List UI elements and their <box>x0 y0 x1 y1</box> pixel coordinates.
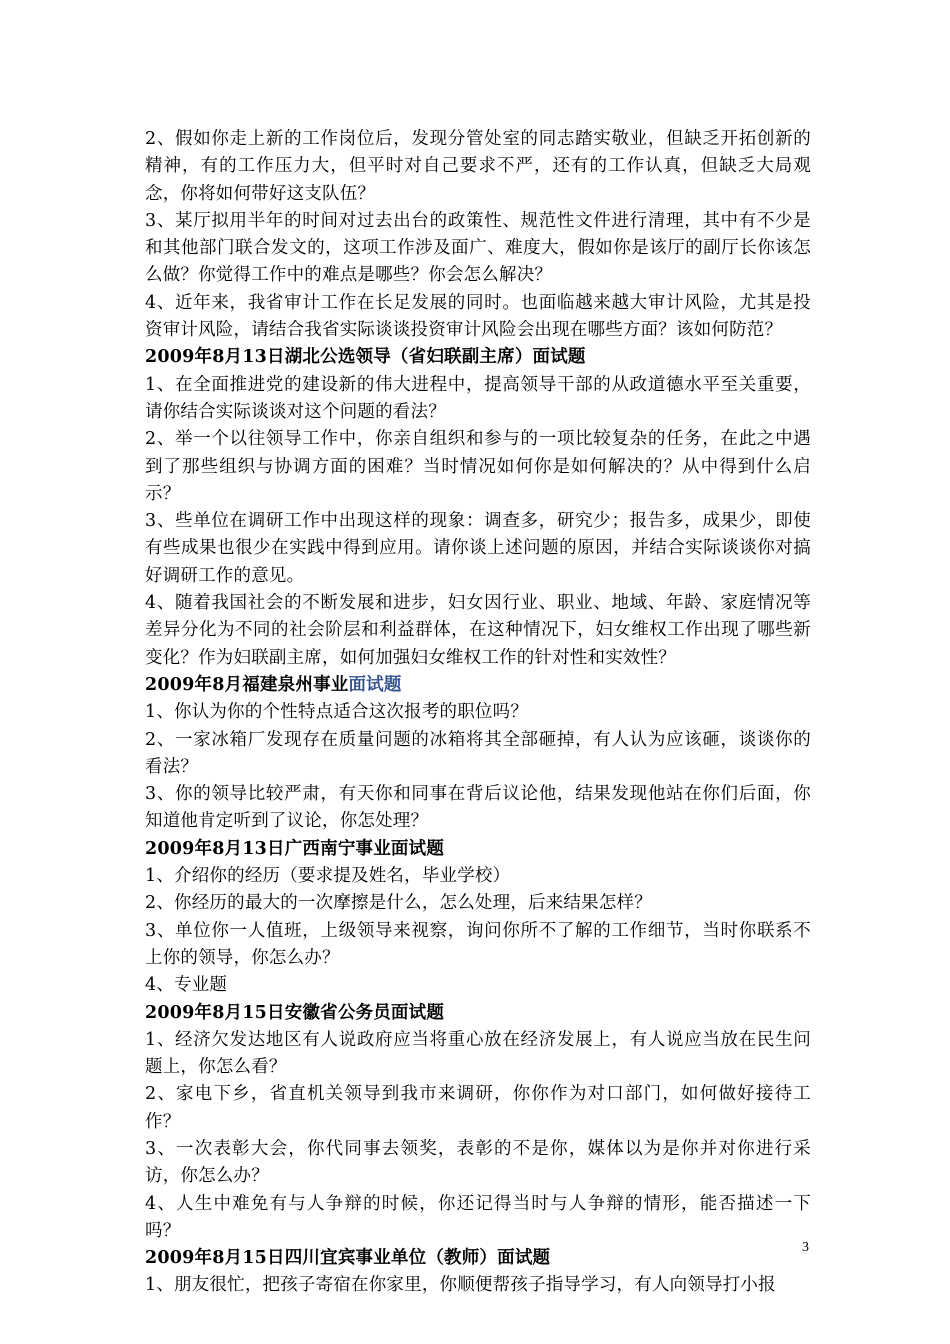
section-heading <box>145 672 811 699</box>
question-paragraph: 1、在全面推进党的建设新的伟大进程中，提高领导干部的从政道德水平至关重要，请你结合实际谈谈对这个问题的看法？ <box>145 374 811 422</box>
question-paragraph: 1、朋友很忙，把孩子寄宿在你家里，你顺便帮孩子指导学习，有人向领导打小报 <box>145 1275 776 1296</box>
section-heading-text: 2009年8月福建泉州事业 <box>145 674 349 695</box>
question-paragraph: 2、家电下乡，省直机关领导到我市来调研，你你作为对口部门，如何做好接待工作？ <box>145 1084 811 1132</box>
section-heading-text: 2009年8月13日广西南宁事业面试题 <box>145 838 445 859</box>
question-paragraph: 4、人生中难免有与人争辩的时候，你还记得当时与人争辩的情形，能否描述一下吗？ <box>145 1193 811 1241</box>
section-heading-text: 2009年8月15日四川宜宾事业单位（教师）面试题 <box>145 1248 551 1269</box>
section-heading <box>145 1000 811 1027</box>
question-paragraph: 2、一家冰箱厂发现存在质量问题的冰箱将其全部砸掉，有人认为应该砸，谈谈你的看法？ <box>145 729 811 777</box>
question-paragraph: 3、你的领导比较严肃，有天你和同事在背后议论他，结果发现他站在你们后面，你知道他肯定听到了议论，你怎处理？ <box>145 784 811 832</box>
section-heading <box>145 344 811 371</box>
question-paragraph: 2、你经历的最大的一次摩擦是什么，怎么处理，后来结果怎样？ <box>145 893 652 914</box>
section-heading-text: 2009年8月13日湖北公选领导（省妇联副主席）面试题 <box>145 347 586 368</box>
section-heading <box>145 1245 811 1272</box>
page-number: 3 <box>802 1240 809 1255</box>
question-paragraph: 1、经济欠发达地区有人说政府应当将重心放在经济发展上，有人说应当放在民生问题上，你怎么看？ <box>145 1029 811 1078</box>
question-paragraph: 4、近年来，我省审计工作在长足发展的同时。也面临越来越大审计风险，尤其是投资审计风险，请结合我省实际谈谈投资审计风险会出现在哪些方面？该如何防范？ <box>145 292 811 341</box>
question-paragraph: 2、举一个以往领导工作中，你亲自组织和参与的一项比较复杂的任务，在此之中遇到了那些组织与协调方面的困难？当时情况如何你是如何解决的？从中得到什么启示？ <box>145 429 811 504</box>
question-paragraph: 3、一次表彰大会，你代同事去领奖，表彰的不是你，媒体以为是你并对你进行采访，你怎么办？ <box>145 1138 811 1187</box>
question-paragraph: 1、你认为你的个性特点适合这次报考的职位吗？ <box>145 702 529 723</box>
section-heading <box>145 836 811 863</box>
question-paragraph: 4、随着我国社会的不断发展和进步，妇女因行业、职业、地域、年龄、家庭情况等差异分化为不同的社会阶层和利益群体，在这种情况下，妇女维权工作出现了哪些新变化？作为妇联副主席，如何加强妇女维权工作的针对性和实效性？ <box>145 593 811 668</box>
section-heading-accent: 面试题 <box>348 674 402 695</box>
document-body <box>145 126 811 1300</box>
question-paragraph: 3、某厅拟用半年的时间对过去出台的政策性、规范性文件进行清理，其中有不少是和其他部门联合发文的，这项工作涉及面广、难度大，假如你是该厅的副厅长你该怎么做？你觉得工作中的难点是哪些？你会怎么解决？ <box>145 210 811 286</box>
section-heading-text: 2009年8月15日安徽省公务员面试题 <box>145 1002 445 1023</box>
question-paragraph: 4、专业题 <box>145 975 228 996</box>
question-paragraph: 3、些单位在调研工作中出现这样的现象：调查多，研究少；报告多，成果少，即使有些成果也很少在实践中得到应用。请你谈上述问题的原因，并结合实际谈谈你对搞好调研工作的意见。 <box>145 511 811 586</box>
question-paragraph: 3、单位你一人值班，上级领导来视察，询问你所不了解的工作细节，当时你联系不上你的领导，你怎么办？ <box>145 920 811 968</box>
question-paragraph: 2、假如你走上新的工作岗位后，发现分管处室的同志踏实敬业，但缺乏开拓创新的精神，有的工作压力大，但平时对自己要求不严，还有的工作认真，但缺乏大局观念，你将如何带好这支队伍？ <box>145 129 811 204</box>
question-paragraph: 1、介绍你的经历（要求提及姓名，毕业学校） <box>145 866 511 887</box>
